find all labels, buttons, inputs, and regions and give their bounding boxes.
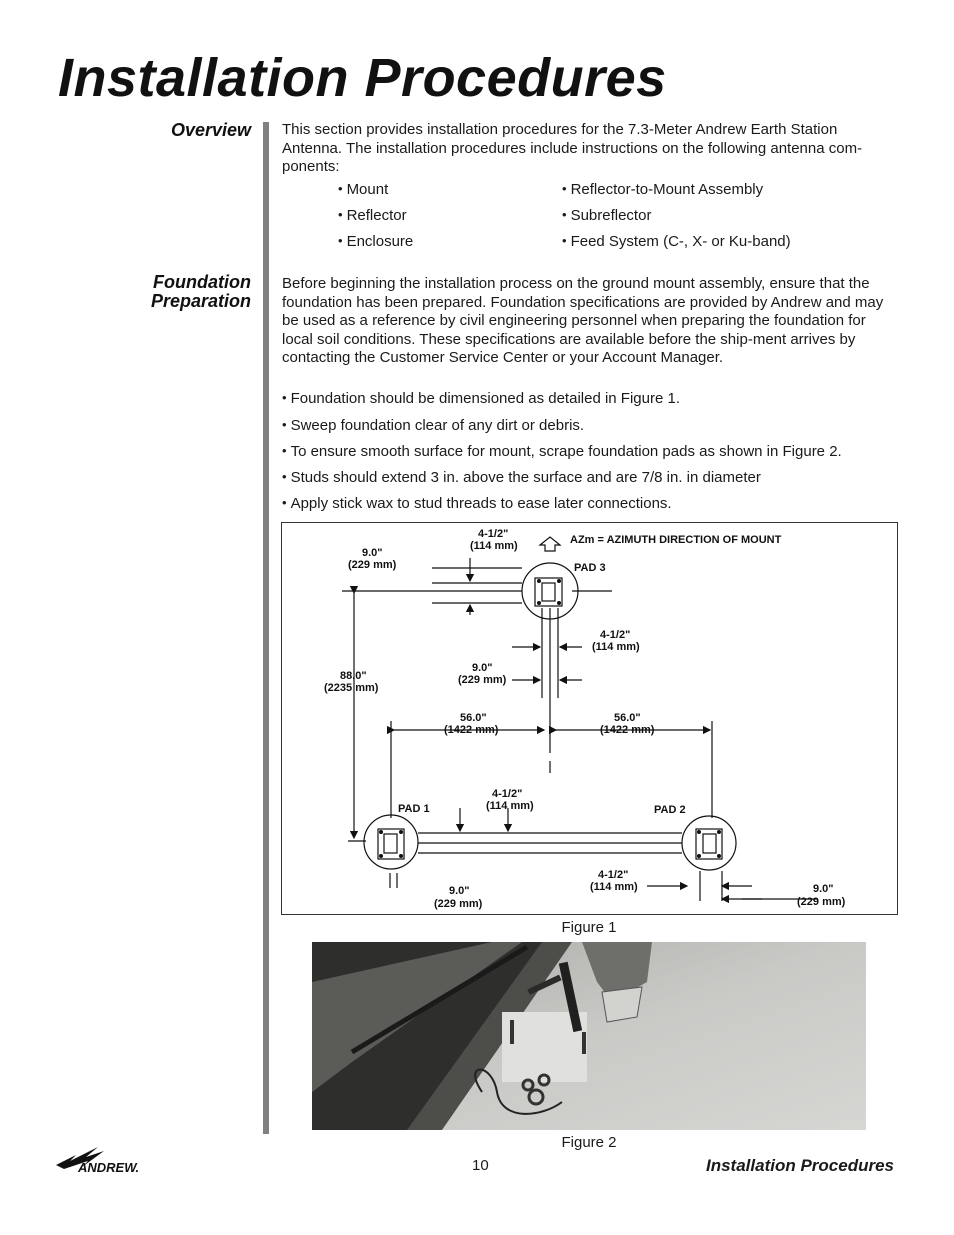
footer-section-title: Installation Procedures xyxy=(706,1156,894,1175)
page-title: Installation Procedures xyxy=(58,48,667,108)
bullet-icon: • xyxy=(562,181,567,196)
page-number: 10 xyxy=(472,1157,489,1174)
foundation-bullet xyxy=(282,417,584,435)
section-divider-bar xyxy=(263,122,269,1134)
bullet-icon: • xyxy=(562,233,567,248)
foundation-bullet-text: Apply stick wax to stud threads to ease later connections. xyxy=(290,495,672,512)
dim-pad1-mm: (114 mm) xyxy=(486,800,534,812)
component-label: Feed System (C-, X- or Ku-band) xyxy=(570,233,791,250)
foundation-heading xyxy=(151,273,251,311)
lightning-bolt-icon xyxy=(56,1141,171,1175)
foundation-bullet xyxy=(282,495,672,513)
pad-2-circle xyxy=(682,816,736,870)
dim-pad2-mm: (114 mm) xyxy=(590,881,638,893)
bullet-icon: • xyxy=(338,207,343,222)
component-item xyxy=(562,233,791,251)
dim-pad2-inch: 4-1/2" xyxy=(598,869,629,881)
dim-right-span-inch: 56.0" xyxy=(614,712,641,724)
bullet-icon: • xyxy=(282,495,287,510)
foundation-paragraph: Before beginning the installation process on the ground mount assembly, ensure that the foundation has been prepared. Foundation specifications are provided by Andrew and may be used as a reference by civil engineering personnel when preparing the foundation for local soil conditions. These specifications are available before the ship-ment arrives by contacting the Customer Service Center or your Account Manager. xyxy=(282,275,884,367)
bullet-icon: • xyxy=(338,181,343,196)
dim-pad1-lower-inch: 9.0" xyxy=(449,885,470,897)
foundation-bullet xyxy=(282,443,842,461)
dim-pad3-top-mm: (114 mm) xyxy=(470,540,518,552)
dim-pad3-left-inch: 9.0" xyxy=(362,547,383,559)
dim-pad3-right-mm: (114 mm) xyxy=(592,641,640,653)
dim-pad1-inch: 4-1/2" xyxy=(492,788,523,800)
bullet-icon: • xyxy=(338,233,343,248)
component-label: Reflector-to-Mount Assembly xyxy=(570,181,764,198)
foundation-bullet-text: Sweep foundation clear of any dirt or debris. xyxy=(290,417,585,434)
andrew-logo xyxy=(56,1141,171,1175)
bullet-icon: • xyxy=(282,469,287,484)
dim-right-span-mm: (1422 mm) xyxy=(600,724,655,736)
component-label: Subreflector xyxy=(570,207,652,224)
dim-pad2-right-mm: (229 mm) xyxy=(797,896,846,908)
pad-3-label: PAD 3 xyxy=(574,562,606,574)
azimuth-label: AZm = AZIMUTH DIRECTION OF MOUNT xyxy=(570,534,782,546)
dim-pad1-lower-mm: (229 mm) xyxy=(434,898,483,910)
pad-1-circle xyxy=(364,815,418,869)
foundation-layout-diagram xyxy=(282,523,897,914)
dim-height-inch: 88.0" xyxy=(340,670,367,682)
dim-pad3-lower-mm: (229 mm) xyxy=(458,674,507,686)
component-item xyxy=(338,207,407,225)
dim-left-span-mm: (1422 mm) xyxy=(444,724,499,736)
bullet-icon: • xyxy=(562,207,567,222)
dim-pad3-left-mm: (229 mm) xyxy=(348,559,397,571)
pad-1-label: PAD 1 xyxy=(398,803,430,815)
figure-1-foundation-diagram xyxy=(281,522,898,915)
bullet-icon: • xyxy=(282,443,287,458)
dim-pad3-lower-inch: 9.0" xyxy=(472,662,493,674)
pad-2-label: PAD 2 xyxy=(654,804,686,816)
foundation-scraping-photo xyxy=(312,942,866,1130)
foundation-bullet-text: To ensure smooth surface for mount, scrape foundation pads as shown in Figure 2. xyxy=(290,443,842,460)
figure-1-caption: Figure 1 xyxy=(561,919,617,936)
figure-2-caption: Figure 2 xyxy=(561,1134,617,1151)
bullet-icon: • xyxy=(282,390,287,405)
foundation-bullet-text: Foundation should be dimensioned as detailed in Figure 1. xyxy=(290,390,680,407)
component-label: Reflector xyxy=(346,207,407,224)
component-item xyxy=(338,233,413,251)
foundation-heading-line1: Foundation xyxy=(153,272,251,292)
foundation-bullet xyxy=(282,469,761,487)
component-item xyxy=(562,181,763,199)
dim-left-span-inch: 56.0" xyxy=(460,712,487,724)
component-label: Mount xyxy=(346,181,389,198)
logo-wordmark: ANDREW. xyxy=(78,1160,140,1175)
component-label: Enclosure xyxy=(346,233,414,250)
bullet-icon: • xyxy=(282,417,287,432)
foundation-heading-line2: Preparation xyxy=(150,291,251,311)
component-item xyxy=(338,181,388,199)
foundation-bullet xyxy=(282,390,680,408)
azimuth-arrow-icon xyxy=(540,537,560,551)
dim-height-mm: (2235 mm) xyxy=(324,682,379,694)
dim-pad3-right-inch: 4-1/2" xyxy=(600,629,631,641)
overview-heading: Overview xyxy=(170,120,251,140)
component-item xyxy=(562,207,651,225)
dim-pad2-right-inch: 9.0" xyxy=(813,883,834,895)
overview-paragraph: This section provides installation procedures for the 7.3-Meter Andrew Earth Station Antenna. The installation procedures include instructions on the following antenna com-ponents: xyxy=(282,121,863,176)
dim-pad3-top-inch: 4-1/2" xyxy=(478,528,509,540)
figure-2-photo xyxy=(312,942,866,1130)
foundation-bullet-text: Studs should extend 3 in. above the surface and are 7/8 in. in diameter xyxy=(290,469,761,486)
